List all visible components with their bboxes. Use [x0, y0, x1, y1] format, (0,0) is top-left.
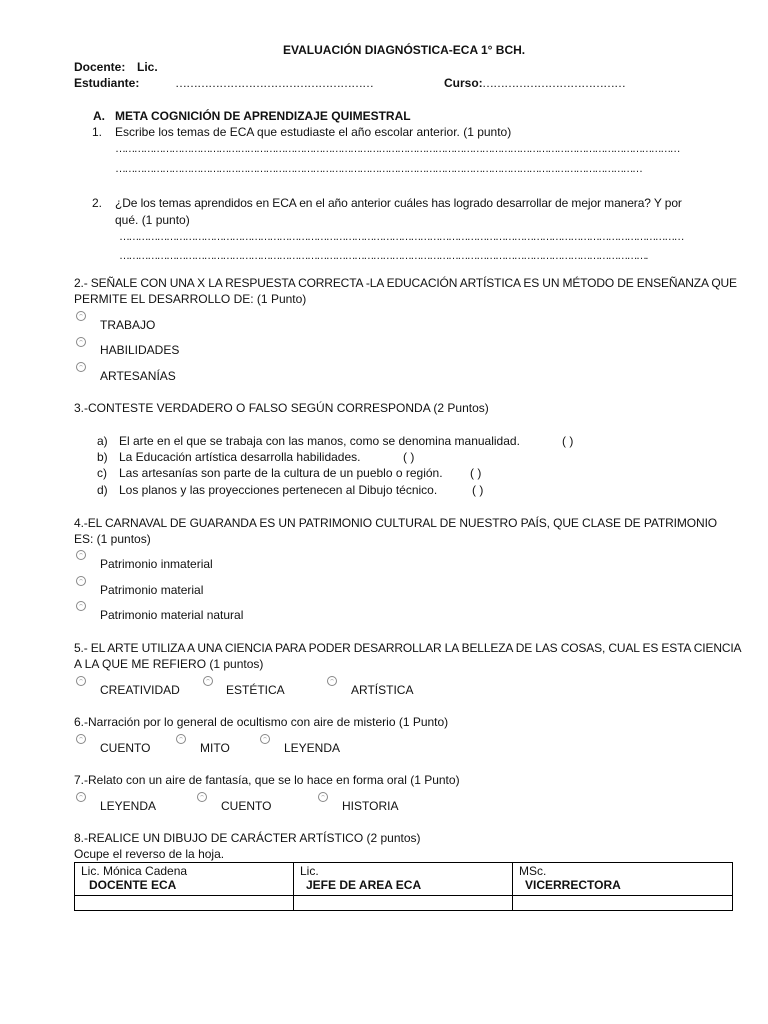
- item-letter: c): [97, 466, 107, 480]
- item-letter: d): [97, 483, 108, 497]
- radio-option[interactable]: [260, 734, 270, 744]
- option-label: CUENTO: [221, 799, 272, 813]
- radio-option[interactable]: [327, 676, 337, 686]
- signature-role: JEFE DE AREA ECA: [306, 878, 422, 892]
- item-text: La Educación artística desarrolla habilidades.: [119, 450, 361, 464]
- question-8-text: 8.-REALICE UN DIBUJO DE CARÁCTER ARTÍSTICO (2 puntos): [74, 831, 421, 845]
- question-1-number: 1.: [92, 125, 103, 139]
- answer-line[interactable]: …………………………………………………………………………………………………………………………………………………….: [119, 250, 647, 262]
- question-2-text: qué. (1 punto): [115, 213, 190, 227]
- answer-blank[interactable]: ( ): [403, 450, 415, 464]
- option-label: HISTORIA: [342, 799, 399, 813]
- answer-blank[interactable]: ( ): [562, 434, 574, 448]
- section-a-letter: A.: [93, 109, 105, 123]
- docente-value: Lic.: [137, 60, 158, 74]
- answer-blank[interactable]: ( ): [472, 483, 484, 497]
- option-label: HABILIDADES: [100, 343, 180, 357]
- signature-cell: [75, 863, 294, 896]
- option-label: MITO: [200, 741, 230, 755]
- docente-label: Docente:: [74, 60, 126, 74]
- question-5-text: 5.- EL ARTE UTILIZA A UNA CIENCIA PARA PODER DESARROLLAR LA BELLEZA DE LAS COSAS, CUAL ES ESTA CIENCIA: [74, 641, 742, 655]
- radio-option[interactable]: [76, 576, 86, 586]
- signature-role: VICERRECTORA: [525, 878, 621, 892]
- question-6-text: 6.-Narración por lo general de ocultismo con aire de misterio (1 Punto): [74, 715, 449, 729]
- item-letter: b): [97, 450, 108, 464]
- question-5-text: A LA QUE ME REFIERO (1 puntos): [74, 657, 264, 671]
- radio-option[interactable]: [203, 676, 213, 686]
- radio-option[interactable]: [318, 792, 328, 802]
- answer-line[interactable]: ……………………………………………………………………………………………………………………………………………………: [115, 163, 642, 175]
- option-label: TRABAJO: [100, 318, 156, 332]
- question-2b-text: PERMITE EL DESARROLLO DE: (1 Punto): [74, 292, 307, 306]
- radio-option[interactable]: [176, 734, 186, 744]
- answer-line[interactable]: ………………………………………………………………………………………………………………………………………………………………: [119, 231, 684, 243]
- radio-option[interactable]: [76, 792, 86, 802]
- radio-option[interactable]: [76, 362, 86, 372]
- signature-cell: [294, 863, 513, 896]
- radio-option[interactable]: [76, 550, 86, 560]
- signature-name: MSc.: [519, 864, 547, 878]
- question-2-text: ¿De los temas aprendidos en ECA en el año anterior cuáles has logrado desarrollar de mejor manera? Y por: [115, 196, 682, 210]
- estudiante-label: Estudiante:: [74, 76, 140, 90]
- option-label: ARTÍSTICA: [351, 683, 414, 697]
- curso-field[interactable]: …………………………………: [482, 76, 625, 90]
- item-letter: a): [97, 434, 108, 448]
- curso-label: Curso:: [444, 76, 483, 90]
- signature-role: DOCENTE ECA: [89, 878, 177, 892]
- question-7-text: 7.-Relato con un aire de fantasía, que se lo hace en forma oral (1 Punto): [74, 773, 460, 787]
- estudiante-field[interactable]: ………………………………………………: [175, 76, 373, 90]
- question-3-heading: 3.-CONTESTE VERDADERO O FALSO SEGÚN CORRESPONDA (2 Puntos): [74, 401, 489, 415]
- radio-option[interactable]: [76, 311, 86, 321]
- radio-option[interactable]: [76, 676, 86, 686]
- signature-blank[interactable]: [294, 896, 513, 911]
- question-8-note: Ocupe el reverso de la hoja.: [74, 847, 225, 861]
- option-label: Patrimonio material natural: [100, 608, 244, 622]
- item-text: Las artesanías son parte de la cultura de un pueblo o región.: [119, 466, 443, 480]
- section-a-heading: META COGNICIÓN DE APRENDIZAJE QUIMESTRAL: [115, 109, 411, 123]
- option-label: Patrimonio material: [100, 583, 204, 597]
- option-label: Patrimonio inmaterial: [100, 557, 213, 571]
- signature-name: Lic.: [300, 864, 319, 878]
- signature-cell: [513, 863, 733, 896]
- option-label: LEYENDA: [284, 741, 341, 755]
- radio-option[interactable]: [76, 337, 86, 347]
- question-4-text: ES: (1 puntos): [74, 532, 151, 546]
- question-1-text: Escribe los temas de ECA que estudiaste el año escolar anterior. (1 punto): [115, 125, 512, 139]
- option-label: CUENTO: [100, 741, 151, 755]
- answer-blank[interactable]: ( ): [470, 466, 482, 480]
- radio-option[interactable]: [76, 734, 86, 744]
- option-label: CREATIVIDAD: [100, 683, 180, 697]
- signature-name: Lic. Mónica Cadena: [81, 864, 188, 878]
- signature-blank[interactable]: [513, 896, 733, 911]
- option-label: ESTÉTICA: [226, 683, 285, 697]
- item-text: Los planos y las proyecciones pertenecen al Dibujo técnico.: [119, 483, 438, 497]
- radio-option[interactable]: [76, 601, 86, 611]
- radio-option[interactable]: [197, 792, 207, 802]
- document-title: EVALUACIÓN DIAGNÓSTICA-ECA 1° BCH.: [283, 43, 526, 57]
- question-4-text: 4.-EL CARNAVAL DE GUARANDA ES UN PATRIMONIO CULTURAL DE NUESTRO PAÍS, QUE CLASE DE PATRIMONIO: [74, 516, 718, 530]
- question-2-number: 2.: [92, 196, 103, 210]
- option-label: LEYENDA: [100, 799, 157, 813]
- signature-table: [74, 862, 733, 911]
- signature-blank[interactable]: [75, 896, 294, 911]
- item-text: El arte en el que se trabaja con las manos, como se denomina manualidad.: [119, 434, 520, 448]
- question-2b-text: 2.- SEÑALE CON UNA X LA RESPUESTA CORRECTA -LA EDUCACIÓN ARTÍSTICA ES UN MÉTODO DE ENSEÑANZA QUE: [74, 276, 737, 290]
- option-label: ARTESANÍAS: [100, 369, 176, 383]
- answer-line[interactable]: ………………………………………………………………………………………………………………………………………………………………: [115, 143, 680, 155]
